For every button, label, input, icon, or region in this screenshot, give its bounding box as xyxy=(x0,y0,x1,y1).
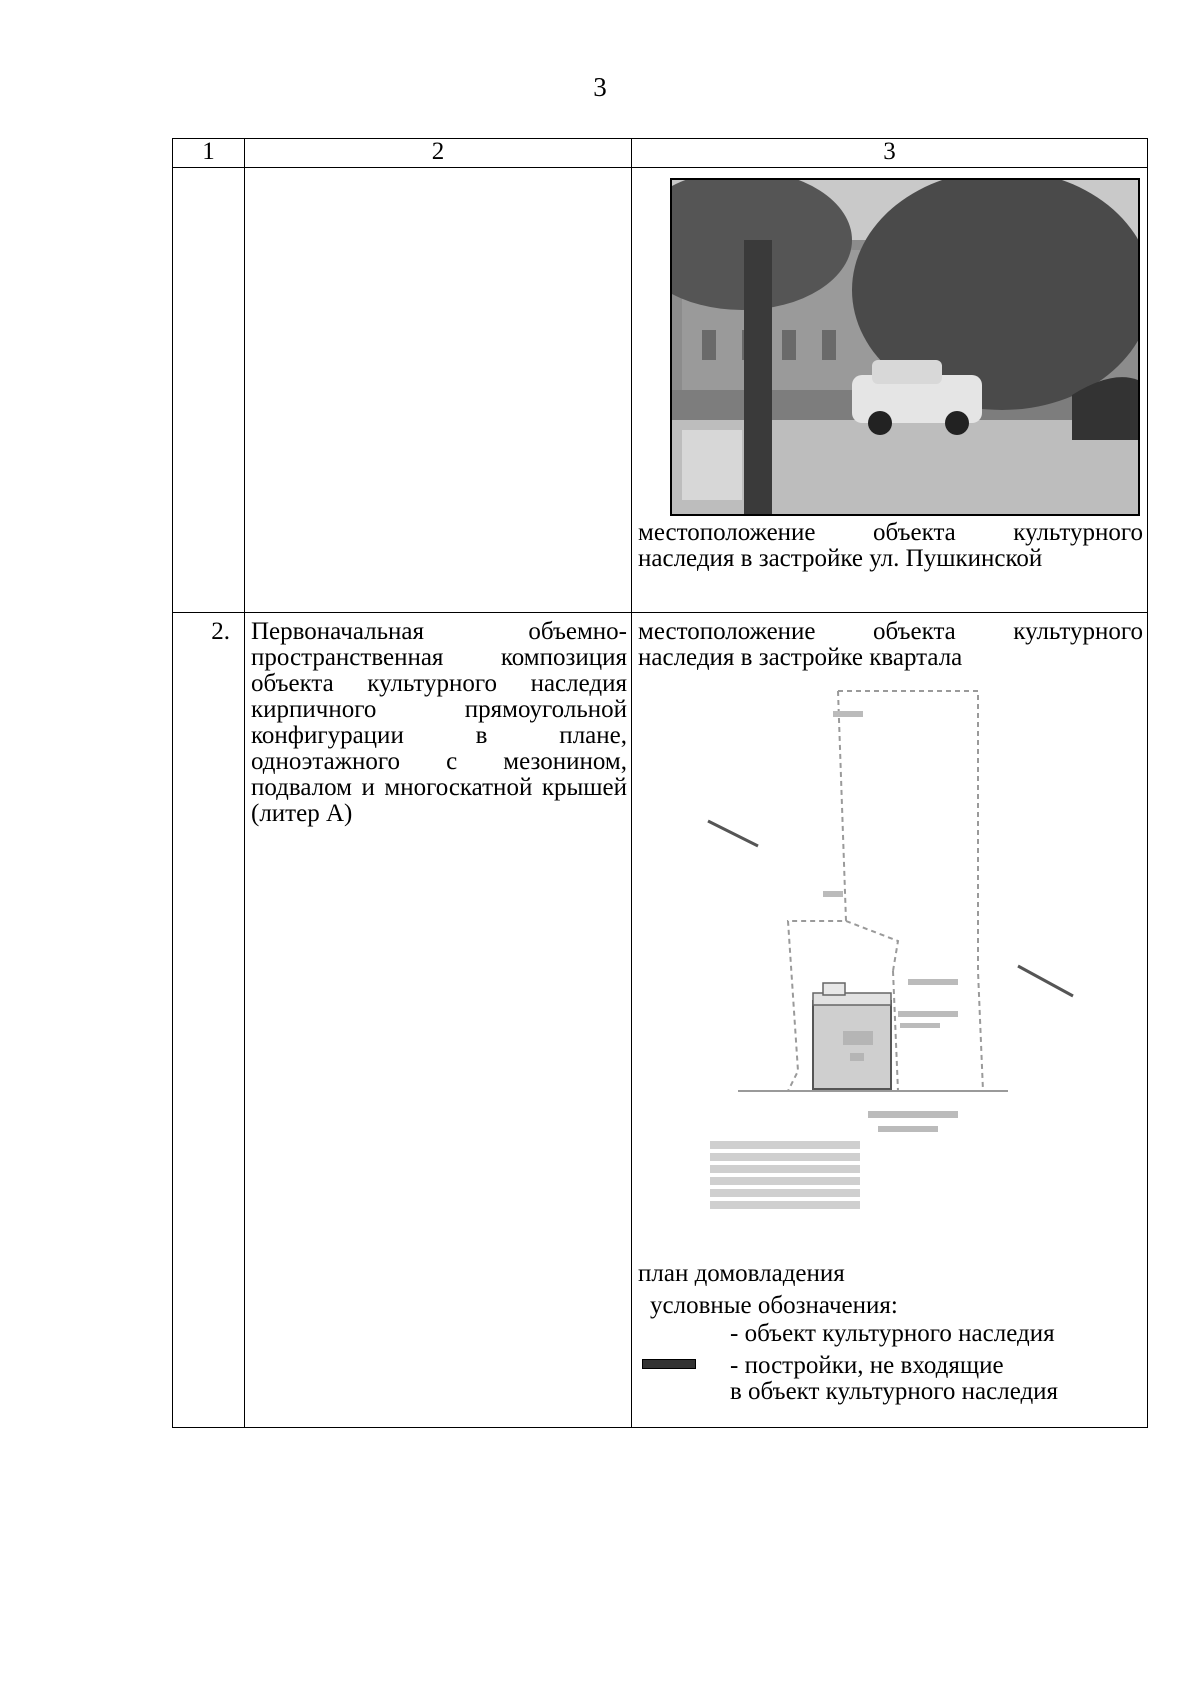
legend-item-other-buildings xyxy=(730,1353,1058,1405)
row1-illustration-cell xyxy=(632,168,1148,613)
row1-description-cell xyxy=(245,168,632,613)
table-row xyxy=(173,168,1148,613)
legend-swatch-icon xyxy=(642,1359,696,1369)
legend-item-other-line1: - постройки, не входящие xyxy=(730,1352,1004,1379)
legend-title: условные обозначения: xyxy=(650,1292,898,1319)
column-header-2: 2 xyxy=(245,139,632,168)
table-row xyxy=(173,613,1148,1428)
row2-number-cell: 2. xyxy=(173,613,245,1428)
page-number: 3 xyxy=(593,72,607,102)
row2-description-cell: Первоначальная объемно-пространственная композиция объекта культурного наследия кирпичного прямоугольной конфигурации в плане, одноэтажного с мезонином, подвалом и многоскатной крышей (литер А) xyxy=(245,613,632,1428)
heritage-table xyxy=(172,138,1148,1428)
column-header-3: 3 xyxy=(632,139,1148,168)
row1-number-cell xyxy=(173,168,245,613)
legend-item-other-line2: в объект культурного наследия xyxy=(730,1378,1059,1405)
table-header-row xyxy=(173,139,1148,168)
street-photo xyxy=(670,178,1140,516)
column-header-1: 1 xyxy=(173,139,245,168)
row1-caption: местоположение объекта культурного наследия в застройке ул. Пушкинской xyxy=(638,519,1143,572)
site-plan-drawing xyxy=(638,671,1143,1261)
plan-caption: план домовладения xyxy=(638,1260,845,1287)
row2-illustration-cell xyxy=(632,613,1148,1428)
row2-caption-top: местоположение объекта культурного наследия в застройке квартала xyxy=(638,618,1143,671)
legend-item-heritage: - объект культурного наследия xyxy=(730,1320,1055,1347)
legend xyxy=(638,1287,1143,1427)
